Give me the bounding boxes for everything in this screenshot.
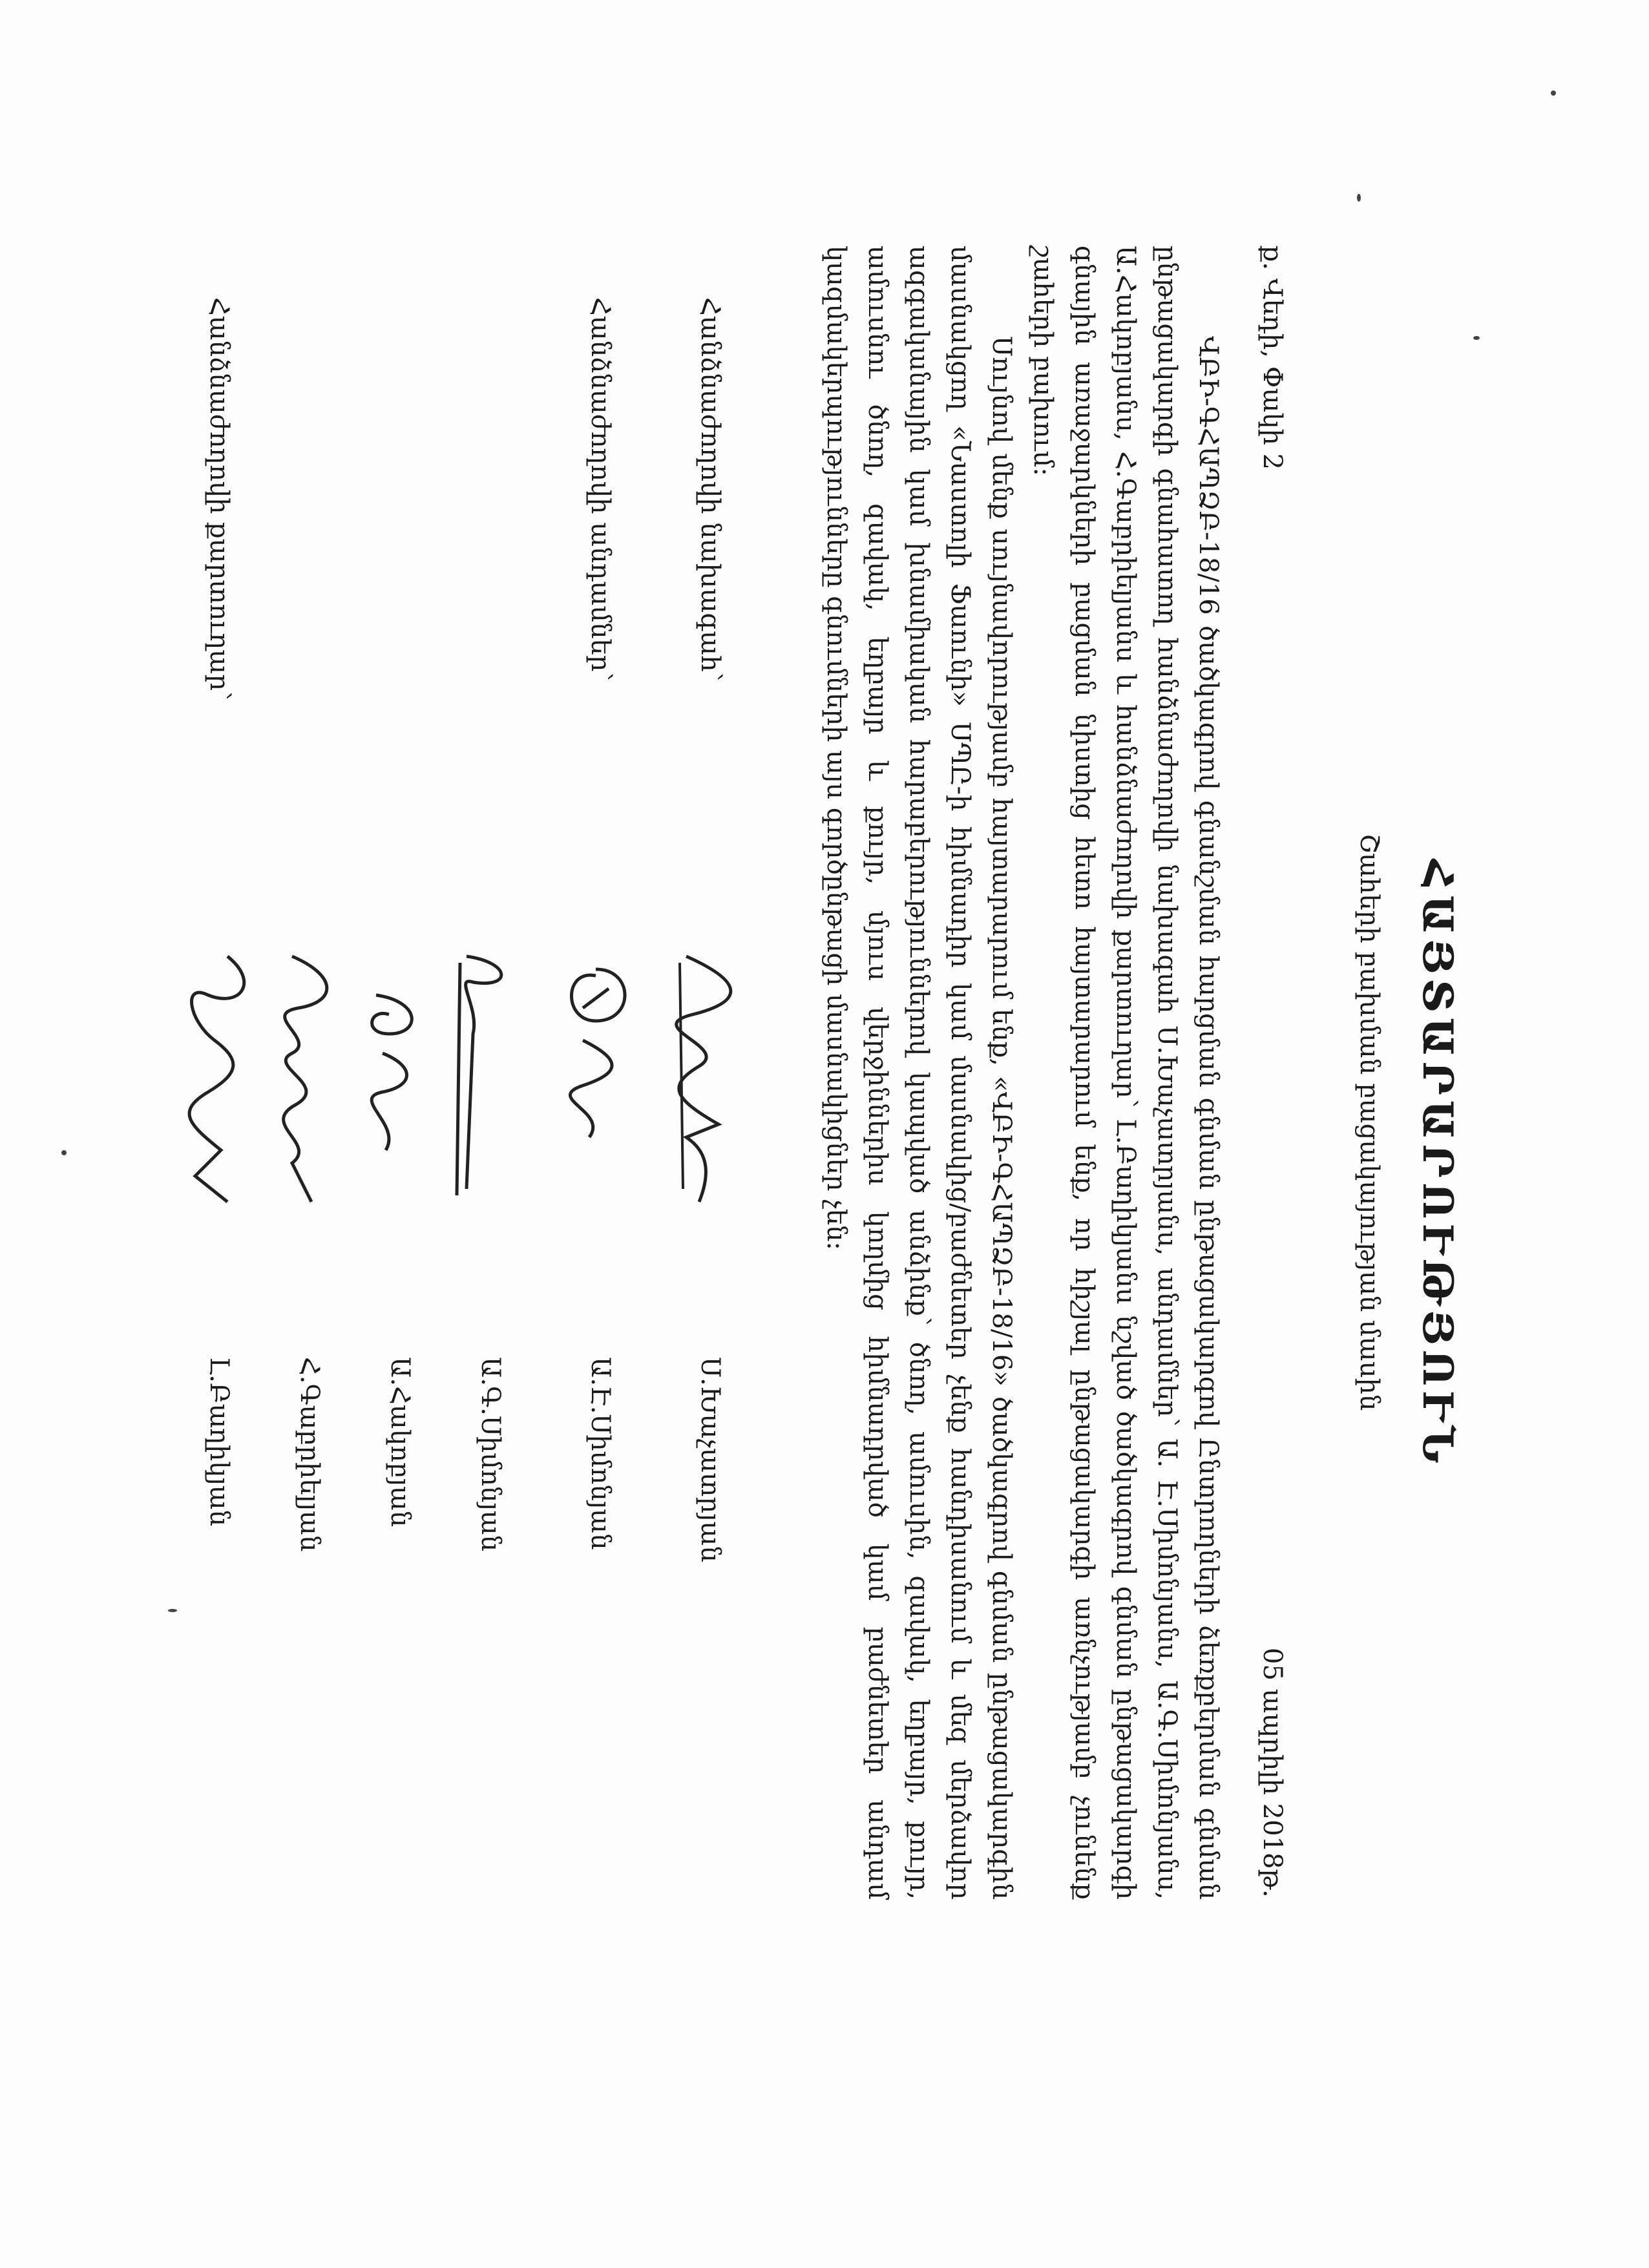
signature-row (279, 297, 331, 1848)
signatory-name: Ա.Է.Սիմոնյան (585, 1357, 615, 1550)
signature-row (570, 297, 622, 1848)
signatory-name: Ս.Խաչատրյան (695, 1357, 725, 1562)
handwritten-signature (551, 943, 647, 1215)
handwritten-signature (660, 943, 757, 1215)
scan-speck (1473, 336, 1480, 340)
handwritten-signature (350, 943, 447, 1215)
handwritten-signature (260, 943, 357, 1215)
scan-speck (1357, 194, 1361, 202)
signatory-role: Հանձնաժողովի անդամներ՝ (585, 297, 615, 682)
signatory-name: Ա.Հակոբյան (385, 1357, 415, 1528)
document-subtitle: Շահերի բախման բացակայության մասին (1354, 834, 1384, 1411)
scan-speck (168, 1609, 177, 1612)
scan-speck (61, 1150, 67, 1155)
signatory-name: Ա.Գ.Սիմոնյան (476, 1357, 505, 1552)
body-paragraph-2: Սույնով մենք սույնավորությամբ հայտարարում ենք, «ՎԲԻ-ԳՀԱՊՁԲ-18/16» ծածկագրով գնման ընթացակարգին մասնակցող «Նաստոլի Ֆաունի» ՍՊԸ-ի հիմնադիր կամ մասնակից/բաժնետեր չենք հանդիսանում և մեզ մերձավոր ազգականային կամ խնամիական հարաբերություններով կապված անձինք՝ ծնող, ամուսին, զավակ, եղբայր, քույր, ամուսնու ծնող, զավակ, եղբայր և քույր, մյուս վերջիններիս կողմից հիմնադրված կամ բաժնետեր անդամ կազմակերպությունները գնումների այս գործընթացի մասնակիցներ չեն: (821, 246, 1016, 1900)
signatory-name: Հ.Գաբրիելյան (295, 1357, 324, 1552)
signatory-role: Հանձնաժողովի նախագահ՝ (695, 297, 725, 682)
body-paragraph-1: ՎԲԻ-ԳՀԱՊՁԲ-18/16 ծածկագրով գնանշման հարցման գնման ընթացակարգով Ընտրողների ձեռքբերման գնման ընթացակարգի գնահատող հանձնաժողովի նախագահ Ս.Խաչատրյանս, անդամներ՝ Ա. Է.Սիմոնյանս, Ա.Գ.Սիմոնյանս, Ա.Հակոբյանս, Հ.Գաբրիելյանս և հանձնաժողովի քարտուղար՝ Լ.Բաղիկյանս նշված ծածկագրով գնման ընթացակարգի գնային առաջարկների բացման նիստից հետո հայտարարում ենք, որ հիշյալ ընթացակարգի առնչությամբ չունենք շահերի բախում: (1028, 246, 1223, 1900)
signature-row (189, 297, 240, 1848)
document-body (815, 246, 1229, 1900)
signature-row (370, 297, 421, 1848)
document-date: 05 ապրիլի 2018թ. (1257, 1648, 1287, 1898)
signature-row (680, 297, 731, 1848)
signatory-role: Հանձնաժողովի քարտուղար՝ (204, 297, 234, 700)
document-place: ք. Վեդի, Փակի 2 (1257, 246, 1287, 470)
document-title: ՀԱՅՏԱՐԱՐՈՒԹՅՈՒՆ (1413, 859, 1462, 1469)
handwritten-signature (441, 943, 538, 1215)
scan-speck (1551, 90, 1556, 96)
signatory-name: Լ.Բաղիկյան (204, 1357, 234, 1527)
handwritten-signature (169, 943, 266, 1215)
signature-row (460, 297, 512, 1848)
